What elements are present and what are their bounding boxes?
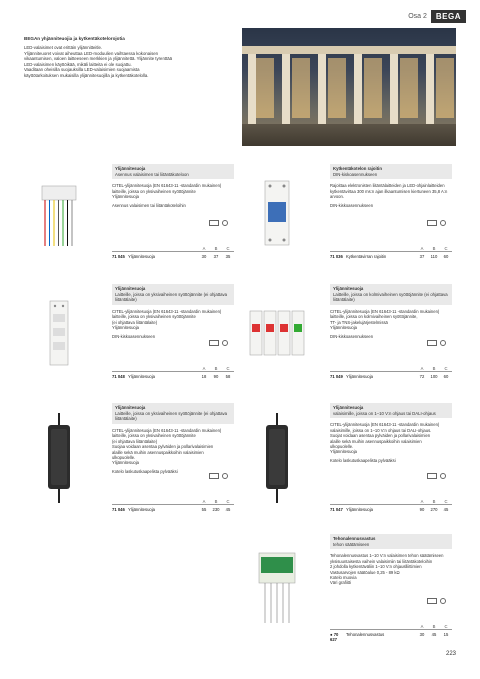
product-subtitle: Laitteille, joissa on kolmivaiheinen syöttöjännite (ei ohjattava liitäntälaite)	[333, 291, 448, 303]
product-name: Kytkentävirran rajoitin	[346, 253, 387, 259]
description-line: Tehonalennusvastus 1–10 V:n valaisimen tehon säätämiseen	[330, 553, 444, 559]
product-description	[112, 428, 234, 466]
product-table	[330, 624, 452, 642]
description-line: Kotelo muovia	[330, 574, 357, 580]
column-header: C	[226, 246, 230, 251]
dimension-value: 90	[419, 506, 425, 512]
product-subtitle: Laitteille, joissa on yksivaiheinen syöttöjännite (ei ohjattava liitäntälaite)	[115, 291, 228, 303]
product-name: Ylijännitesuoja	[346, 373, 374, 379]
description-line: Ylijännitesuoja	[330, 325, 358, 331]
product-panel	[242, 164, 456, 262]
description-line: Suojaa voidaan asentaa pylväiden ja pollarivalaisimien	[112, 444, 214, 450]
product-note: Kotelo laskutuskaapelista pylvääksi	[112, 468, 178, 474]
column-header: A	[202, 499, 206, 504]
product-code: 71 049	[330, 373, 343, 379]
product-title: Tehonalennusvastus	[333, 536, 376, 541]
product-title: Ylijännitesuoja	[333, 405, 364, 410]
product-title: Ylijännitesuoja	[333, 286, 364, 291]
dimension-value: 58	[225, 373, 231, 379]
dimension-drawing	[427, 340, 446, 346]
intro-line: Vaaditaan oheisilla suojauksilla LED-valaisimien suojaamista	[24, 67, 140, 73]
product-text	[330, 534, 452, 589]
column-header: A	[202, 366, 206, 371]
section-label: Osa 2	[408, 13, 427, 20]
product-note: DIN-kiskoasennukseen	[330, 202, 374, 208]
product-note: DIN-kiskoasennukseen	[112, 333, 156, 339]
description-line: kytkentävirtaa 300 ms:n ajan ilkaantumisen kiertuneen 35,8 A:n	[330, 188, 448, 194]
description-line: Suojat voidaan asentaa pylväiden ja pollarivalaisimien	[330, 433, 431, 439]
product-title-box	[330, 403, 452, 418]
product-note: Kotelo laskutuskaapelista pylvääksi	[330, 457, 396, 463]
dimension-drawing	[209, 220, 228, 226]
product-name: Ylijännitesuoja	[128, 253, 156, 259]
product-name: Ylijännitesuoja	[128, 373, 156, 379]
column-header: B	[432, 246, 436, 251]
description-line: CITEL-ylijännitesuoja (EN 61643-11 -standardin mukainen)	[112, 183, 222, 189]
dimension-value: 72	[419, 373, 425, 379]
description-line: ulkopuolelle.	[330, 443, 354, 449]
page-number: 223	[445, 651, 456, 657]
column-header: B	[432, 499, 436, 504]
product-panel	[24, 284, 238, 382]
product-subtitle: Laitteille, joissa on yksivaiheinen syöttöjännite (ei ohjattava liitäntälaite)	[115, 410, 228, 422]
dimension-drawing	[427, 598, 446, 604]
product-name: Ylijännitesuoja	[346, 506, 374, 512]
product-code: 71 048	[112, 373, 125, 379]
table-row	[330, 251, 452, 259]
building-photo	[242, 28, 456, 146]
product-table	[112, 366, 234, 379]
product-image	[24, 284, 94, 382]
dimension-value: 60	[443, 253, 449, 259]
intro-line: LED-valaisimen käyttöikää, mikäli laitteita ei ole suojattu.	[24, 61, 132, 67]
table-row	[112, 504, 234, 512]
dimension-drawing	[427, 220, 446, 226]
product-text	[112, 164, 234, 208]
product-panel	[242, 284, 456, 382]
column-header: B	[214, 499, 218, 504]
description-line: arvoon.	[330, 194, 344, 200]
table-row	[112, 251, 234, 259]
description-line: TT- ja TNS-jakelujärjestelmissä	[330, 319, 388, 325]
product-description	[112, 309, 234, 331]
description-line: valaisimille, joissa on 1–10 V:n ohjaus tai DALI-ohjaus.	[330, 427, 432, 433]
dimension-value: 110	[430, 253, 438, 259]
product-subtitle: valaisimille, joissa on 1–10 V:n ohjaus tai DALI-ohjaus	[333, 410, 436, 416]
description-line: Ylijännitesuoja	[330, 449, 358, 455]
dimension-value: 100	[430, 373, 438, 379]
column-header: C	[444, 366, 448, 371]
product-code: ● 70 627	[330, 631, 339, 642]
dimension-drawing	[209, 473, 228, 479]
table-row	[330, 629, 452, 642]
column-header: C	[226, 366, 230, 371]
product-title: Ylijännitesuoja	[115, 286, 146, 291]
product-image	[242, 534, 312, 640]
description-line: (ei ohjattava liitäntälaite)	[112, 438, 158, 444]
product-text	[112, 284, 234, 339]
product-image	[242, 403, 312, 515]
product-subtitle: DIN-kiskoasennukseen	[333, 171, 378, 177]
product-panel	[242, 534, 456, 640]
description-line: alaille sekä muihin asennuspaikkoihin valaisimien	[112, 449, 204, 455]
description-line: yksisuuntaisesta vaihein valaisimiin tai liitäntäkoteloihin	[330, 558, 433, 564]
product-title-box	[112, 403, 234, 424]
column-header: B	[214, 366, 218, 371]
product-note: DIN-kiskoasennukseen	[330, 333, 374, 339]
description-line: Väri grafiitti	[330, 580, 351, 586]
page-header	[408, 10, 466, 23]
dimension-value: 230	[212, 506, 220, 512]
dimension-value: 90	[213, 373, 219, 379]
table-row	[330, 371, 452, 379]
dimension-value: 55	[201, 506, 207, 512]
dimension-value: 60	[443, 373, 449, 379]
dimension-drawing	[427, 473, 446, 479]
product-title: Ylijännitesuoja	[115, 166, 146, 171]
product-code: 71 047	[330, 506, 343, 512]
table-row	[330, 504, 452, 512]
description-line: CITEL-ylijännitesuoja (EN 61643-11 -standardin mukainen)	[112, 427, 222, 433]
column-header: A	[420, 366, 424, 371]
product-title-box	[330, 284, 452, 305]
description-line: Vastusarvojen säätöalue 0,25 - 89 kΩ	[330, 569, 400, 575]
product-subtitle: tehon säätämiseen	[333, 541, 370, 547]
product-title-box	[330, 534, 452, 549]
product-title-box	[330, 164, 452, 179]
dimension-value: 37	[213, 253, 219, 259]
column-header: A	[420, 624, 424, 629]
product-text	[330, 164, 452, 208]
product-title-box	[112, 284, 234, 305]
column-header: C	[226, 499, 230, 504]
product-description	[330, 183, 452, 199]
product-table	[330, 246, 452, 259]
intro-line: vikaantumisen, valoen laitteeseen merkkien ja ylijännitettä. Ylijännite tyrenttää	[24, 56, 173, 62]
description-line: CITEL-ylijännitesuoja (EN 61643-11 -standardin mukainen)	[112, 308, 222, 314]
product-text	[112, 403, 234, 474]
product-title-box	[112, 164, 234, 179]
table-row	[112, 371, 234, 379]
product-image	[24, 403, 94, 515]
product-name: Tehonalennusvastus	[346, 631, 385, 637]
product-image	[24, 164, 94, 262]
product-table	[330, 366, 452, 379]
description-line: laitteille, joissa on yksivaiheinen syöttöjännite	[112, 314, 196, 320]
product-name: Ylijännitesuoja	[128, 506, 156, 512]
description-line: 2 johdolla kytkentäväliin 1–10 V:n ohjauslliittimien	[330, 564, 422, 570]
product-code: 71 045	[112, 253, 125, 259]
description-line: CITEL-ylijännitesuoja (EN 61643-11 -standardin mukainen)	[330, 422, 440, 428]
intro-line: LED-valaisimet ovat erittäin ylijännitteitle.	[24, 44, 103, 50]
product-table	[112, 246, 234, 259]
column-header: B	[432, 624, 436, 629]
description-line: Ylijännitesuoja	[112, 194, 140, 200]
product-description	[330, 422, 452, 455]
product-image	[242, 164, 312, 262]
product-description	[112, 183, 234, 199]
product-panel	[24, 164, 238, 262]
column-header: A	[202, 246, 206, 251]
column-header: C	[444, 499, 448, 504]
dimension-value: 270	[430, 506, 438, 512]
intro-text	[24, 36, 224, 78]
description-line: laitteille, joissa on kolmivaiheinen syöttöjännite,	[330, 314, 418, 320]
dimension-value: 35	[225, 253, 231, 259]
dimension-value: 45	[431, 631, 437, 637]
intro-heading: BEGAn yhjänniteuojia ja kytkentäkotelorojotia	[24, 36, 125, 41]
intro-line: käyttötarkoituksen mukaisilla ylijännitesuojilla ja kytkentäkotelolla.	[24, 72, 149, 78]
column-header: C	[444, 624, 448, 629]
product-panel	[242, 403, 456, 515]
product-table	[112, 499, 234, 512]
product-table	[330, 499, 452, 512]
product-subtitle: Asennus valaisimen tai liitäntäkoteloon	[115, 171, 189, 177]
product-code: 71 036	[330, 253, 343, 259]
column-header: B	[432, 366, 436, 371]
dimension-value: 37	[419, 253, 425, 259]
dimension-value: 45	[225, 506, 231, 512]
product-code: 71 046	[112, 506, 125, 512]
dimension-value: 18	[201, 373, 207, 379]
description-line: alaille sekä muihin asennuspaikkoihin valaisimien	[330, 438, 422, 444]
brand-logo: BEGA	[431, 10, 466, 23]
column-header: A	[420, 246, 424, 251]
description-line: Ylijännitesuoja	[112, 460, 140, 466]
column-header: C	[444, 246, 448, 251]
description-line: (ei ohjattava liitäntälaite)	[112, 319, 158, 325]
product-note: Asennus valaisimen tai liitäntäkoteloihin	[112, 202, 186, 208]
column-header: B	[214, 246, 218, 251]
description-line: CITEL-ylijännitesuoja (EN 61643-11 -standardin mukainen)	[330, 308, 440, 314]
product-panel	[24, 403, 238, 515]
dimension-value: 15	[443, 631, 449, 637]
product-text	[330, 284, 452, 339]
product-text	[330, 403, 452, 463]
product-title: Ylijännitesuoja	[115, 405, 146, 410]
product-image	[242, 284, 312, 382]
column-header: A	[420, 499, 424, 504]
intro-line: Ylijänniteuoret voivat aiheuttaa LED-moduulien vaihtaessa kokonaisen	[24, 50, 159, 56]
product-description	[330, 553, 452, 586]
description-line: ulkopuolelle.	[112, 455, 136, 460]
description-line: laitteille, joissa on yksivaiheinen syöttöjännite	[112, 188, 196, 194]
dimension-value: 30	[419, 631, 425, 637]
dimension-value: 45	[443, 506, 449, 512]
description-line: Ylijännitesuoja	[112, 325, 140, 331]
description-line: laitteille, joissa on yksivaiheinen syöttöjännite	[112, 433, 196, 439]
dimension-value: 30	[201, 253, 207, 259]
product-title: Kytkentäkotelon rajoitin	[333, 166, 382, 171]
product-description	[330, 309, 452, 331]
dimension-drawing	[209, 340, 228, 346]
description-line: Rajoittaa elektronisten liitäntälaitteiden ja LED-ohjainlaitteiden	[330, 183, 445, 189]
